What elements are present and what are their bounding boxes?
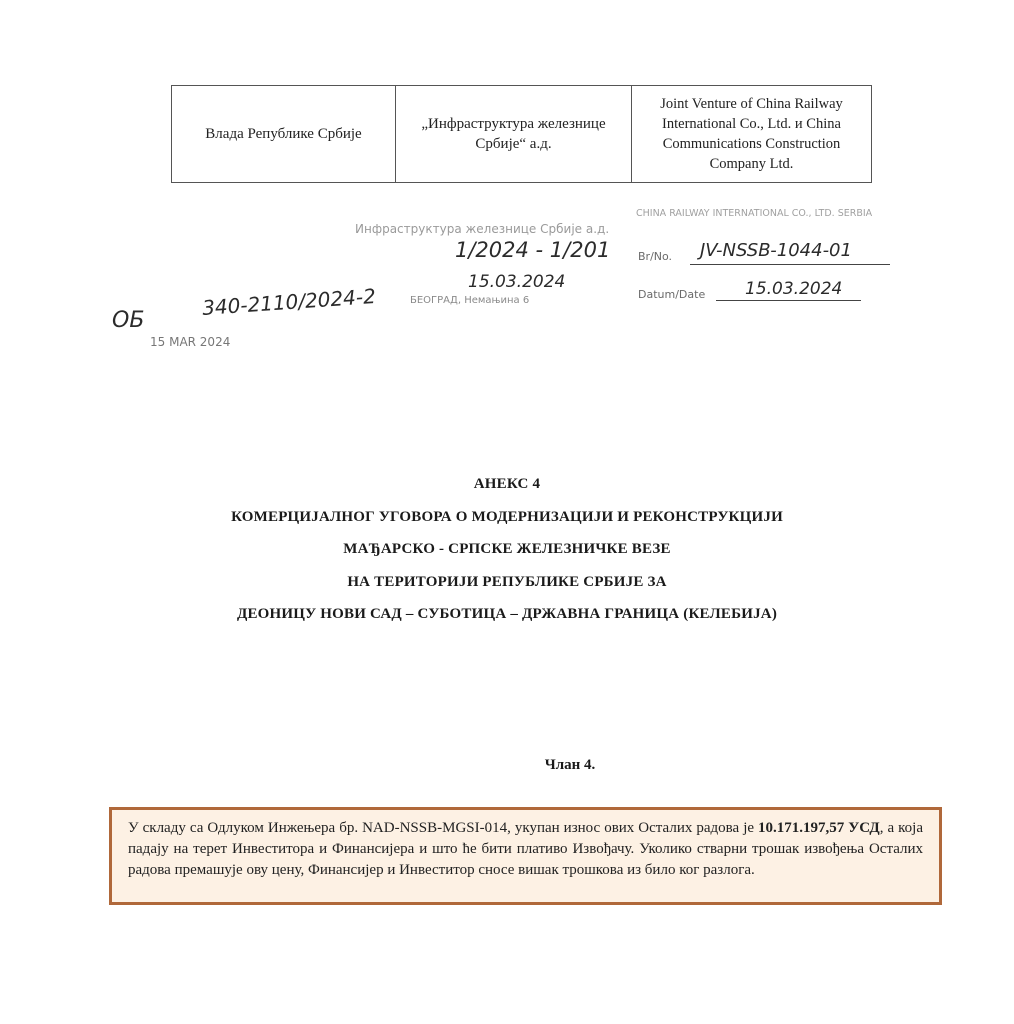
party-government: Влада Републике Србије xyxy=(205,126,362,142)
stamp-railway-header: Инфраструктура железнице Србије а.д. xyxy=(355,222,610,236)
title-line-4: НА ТЕРИТОРИЈИ РЕПУБЛИКЕ СРБИЈЕ ЗА xyxy=(347,573,667,590)
highlighted-paragraph xyxy=(109,807,942,905)
title-line-1: АНЕКС 4 xyxy=(473,476,541,492)
date-label: Datum/Date xyxy=(638,288,706,301)
reg-number-handwritten: 1/2024 - 1/201 xyxy=(455,238,611,262)
annex-title xyxy=(100,468,914,631)
reg-date-2-stamp: 15 MAR 2024 xyxy=(150,335,231,349)
article-heading: Члан 4. xyxy=(544,757,596,773)
party-joint-venture: Joint Venture of China Railway International Co., Ltd. и China Communications Construction Company Ltd. xyxy=(632,86,872,183)
party-railway-infrastructure: „Инфраструктура железнице Србије“ а.д. xyxy=(396,86,632,183)
stamp-jv-header: CHINA RAILWAY INTERNATIONAL CO., LTD. SERBIA xyxy=(636,208,873,219)
reg-number-2-handwritten: 340-2110/2024-2 xyxy=(201,283,377,321)
paragraph-text-start: У складу са Одлуком Инжењера бр. NAD-NSSB-MGSI-014, укупан износ ових Осталих радова је xyxy=(128,820,759,836)
paragraph-amount: 10.171.197,57 УСД xyxy=(758,820,880,836)
date-value-handwritten: 15.03.2024 xyxy=(745,279,843,299)
ob-prefix: ОБ xyxy=(112,308,145,333)
date-underline xyxy=(716,300,861,301)
title-line-2: КОМЕРЦИЈАЛНОГ УГОВОРА О МОДЕРНИЗАЦИЈИ И РЕКОНСТРУКЦИЈИ xyxy=(231,508,783,525)
stamp-place: БЕОГРАД, Немањина 6 xyxy=(410,295,530,306)
br-value-handwritten: JV-NSSB-1044-01 xyxy=(700,240,852,261)
paragraph-text-end: , а која падају на терет Инвеститора и Финансијера и што ће бити плативо Извођачу. Уколико стварни трошак извођења Осталих радова премашује ову цену, Финансијер и Инвеститор сносе вишак трошкова из било ког разлога. xyxy=(128,820,923,878)
title-line-5: ДЕОНИЦУ НОВИ САД – СУБОТИЦА – ДРЖАВНА ГРАНИЦА (КЕЛЕБИЈА) xyxy=(236,606,778,622)
reg-date-handwritten: 15.03.2024 xyxy=(468,272,566,292)
parties-table xyxy=(171,85,872,183)
title-line-3: МАЂАРСКО - СРПСКЕ ЖЕЛЕЗНИЧКЕ ВЕЗЕ xyxy=(343,541,671,557)
br-label: Br/No. xyxy=(638,250,673,263)
br-underline xyxy=(690,264,890,265)
